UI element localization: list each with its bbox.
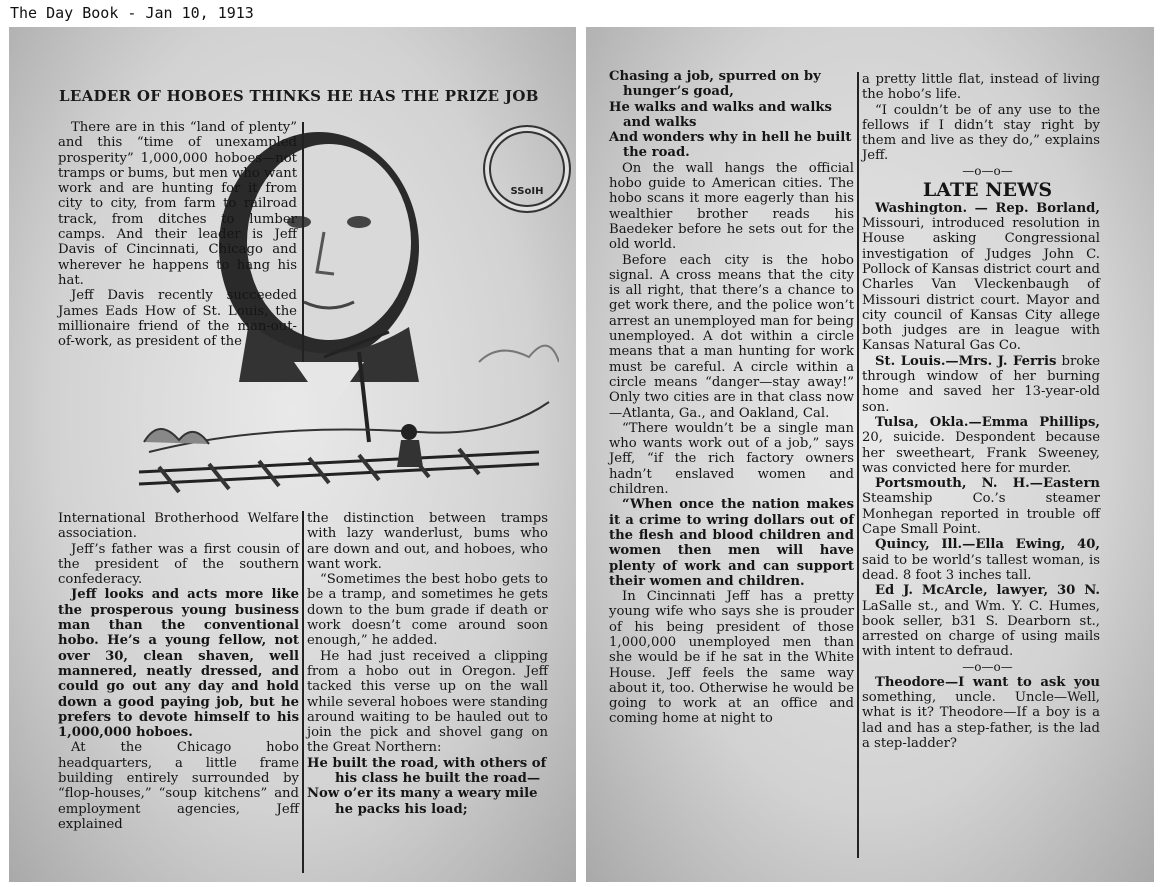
verse-line: the road. bbox=[623, 145, 690, 161]
news-item bbox=[862, 583, 1100, 659]
news-item-text: 20, suicide. Despondent because her sweetheart, Frank Sweeney, was convicted here for murder. bbox=[862, 430, 1100, 476]
news-item-lead: St. Louis.—Mrs. J. Ferris bbox=[875, 353, 1057, 369]
article-paragraph: International Brotherhood Welfare association. bbox=[58, 511, 299, 542]
left-newspaper-page bbox=[9, 27, 576, 882]
article-paragraph: Before each city is the hobo signal. A cross means that the city is all right, that there’s a chance to get work there, and the police won’t arrest an unemployed man for being unemployed. A dot within a circle means that a man hunting for work must be careful. A circle within a circle means “danger—stay away!” Only two cities are in that class now—Atlanta, Ga., and Oakland, Cal. bbox=[609, 252, 854, 421]
article-paragraph: “When once the nation makes it a crime to wring dollars out of the flesh and blood children and women then men will have plenty of work and can support their women and children. bbox=[609, 497, 854, 589]
article-paragraph: a pretty little flat, instead of living the hobo’s life. bbox=[862, 72, 1100, 103]
verse-line: his class he built the road— bbox=[335, 771, 541, 787]
verse-line: and walks bbox=[623, 114, 697, 130]
article-paragraph: Jeff’s father was a first cousin of the president of the southern confederacy. bbox=[58, 541, 299, 588]
news-item-lead: Quincy, Ill.—Ella Ewing, 40, bbox=[875, 537, 1100, 553]
verse-line: Chasing a job, spurred on by bbox=[609, 69, 821, 84]
article-paragraph: Jeff looks and acts more like the prosperous young business man than the conventional hobo. He’s a young fellow, not over 30, clean shaven, well mannered, neatly dressed, and could go out any day and hold down a good paying job, but he prefers to devote himself to his 1,000,000 hoboes. bbox=[58, 587, 299, 741]
joke-text: something, uncle. Uncle—Well, what is it? Theodore—If a boy is a lad and has a step-father, is the lad a step-ladder? bbox=[862, 689, 1100, 751]
news-item-lead: Ed J. McArcle, lawyer, 30 N. bbox=[875, 583, 1100, 599]
article-paragraph: Jeff Davis recently succeeded James Eads How of St. Louis, the millionaire friend of the man-out-of-work, as president of the bbox=[58, 288, 297, 350]
news-item bbox=[862, 537, 1100, 583]
article-paragraph: “I couldn’t be of any use to the fellows if I didn’t stay right by them and live as they do,” explains Jeff. bbox=[862, 102, 1100, 164]
article-column-3 bbox=[609, 69, 854, 727]
verse-line: he packs his load; bbox=[335, 801, 468, 817]
ornament-divider: —o—o— bbox=[962, 163, 1013, 178]
news-item-text: LaSalle st., and Wm. Y. C. Humes, book seller, b31 S. Dearborn st., arrested on charge of using mails with intent to defraud. bbox=[862, 598, 1100, 660]
joke-paragraph bbox=[862, 675, 1100, 751]
joke-lead: Theodore—I want to ask you bbox=[875, 674, 1100, 690]
article-paragraph: There are in this “land of plenty” and this “time of unexampled prosperity” 1,000,000 hoboes—not tramps or bums, but men who want work and are hunting for it from city to city, from farm to railroad track, from ditches to lumber camps. And their leader is Jeff Davis of Cincinnati, Chicago and wherever he happens to hang his hat. bbox=[58, 120, 297, 288]
article-paragraph: “Sometimes the best hobo gets to be a tramp, and sometimes he gets down to the bum grade if death or work doesn’t come around soon enough,” he added. bbox=[307, 572, 548, 649]
article-column-1 bbox=[58, 511, 299, 832]
article-paragraph: “There wouldn’t be a single man who wants work out of a job,” says Jeff, “if the rich factory owners hadn’t enslaved women and children. bbox=[609, 420, 854, 498]
news-item bbox=[862, 476, 1100, 537]
late-news-heading: LATE NEWS bbox=[922, 178, 1053, 201]
news-item-text: said to be world’s tallest woman, is dead. 8 foot 3 inches tall. bbox=[862, 552, 1100, 583]
article-paragraph: At the Chicago hobo headquarters, a little frame building entirely surrounded by “flop-houses,” “soup kitchens” and employment agencies, Jeff explained bbox=[58, 740, 299, 832]
ornament-divider: —o—o— bbox=[962, 659, 1013, 674]
news-item bbox=[862, 201, 1100, 354]
column-rule bbox=[302, 511, 304, 873]
article-column-4 bbox=[862, 72, 1100, 751]
library-stamp bbox=[483, 125, 571, 213]
column-rule bbox=[857, 72, 859, 858]
page-header-title: The Day Book - Jan 10, 1913 bbox=[10, 4, 254, 22]
article-headline: LEADER OF HOBOES THINKS HE HAS THE PRIZE JOB bbox=[59, 87, 539, 105]
news-item-lead: Washington. — Rep. Borland, bbox=[875, 200, 1100, 216]
article-column-2 bbox=[307, 511, 548, 817]
verse-line: He built the road, with others of bbox=[307, 755, 547, 771]
article-paragraph: the distinction between tramps with lazy wanderlust, bums who are down and out, and hoboes, who want work. bbox=[307, 511, 548, 572]
news-item-lead: Portsmouth, N. H.—Eastern bbox=[875, 476, 1100, 492]
verse-line: He walks and walks and walks bbox=[609, 99, 832, 115]
verse-line: hunger’s goad, bbox=[623, 84, 734, 100]
verse-line: Now o’er its many a weary mile bbox=[307, 786, 538, 802]
news-item-text: Steamship Co.’s steamer Monhegan reported in trouble off Cape Small Point. bbox=[862, 491, 1100, 538]
article-paragraph: He had just received a clipping from a hobo out in Oregon. Jeff tacked this verse up on the wall while several hoboes were standing around waiting to be hauled out to join the pick and shovel gang on the Great Northern: bbox=[307, 648, 548, 756]
news-item bbox=[862, 415, 1100, 476]
verse-line: And wonders why in hell he built bbox=[609, 130, 852, 146]
article-intro-column bbox=[58, 120, 297, 349]
column-rule bbox=[302, 122, 304, 362]
news-item-text: broke through window of her burning home and saved her 13-year-old son. bbox=[862, 353, 1100, 415]
article-paragraph: On the wall hangs the official hobo guide to American cities. The hobo scans it more eagerly than his wealthier brother reads his Baedeker before he sets out for the old world. bbox=[609, 160, 854, 253]
news-item-lead: Tulsa, Okla.—Emma Phillips, bbox=[875, 414, 1100, 430]
stamp-text: SSoIH bbox=[510, 186, 544, 197]
news-item bbox=[862, 354, 1100, 415]
article-paragraph: In Cincinnati Jeff has a pretty young wife who says she is prouder of his being president of those 1,000,000 unemployed men than she would be if he sat in the White House. Jeff feels the same way about it, too. Otherwise he would be going to work at an office and coming home at night to bbox=[609, 589, 854, 727]
news-item-text: Missouri, introduced resolution in House asking Congressional investigation of Judges John C. Pollock of Kansas district court and Charles Van Vleckenbaugh of Missouri district court. Mayor and city council of Kansas City allege both judges are in league with Kansas Natural Gas Co. bbox=[862, 216, 1100, 354]
right-newspaper-page bbox=[586, 27, 1154, 882]
